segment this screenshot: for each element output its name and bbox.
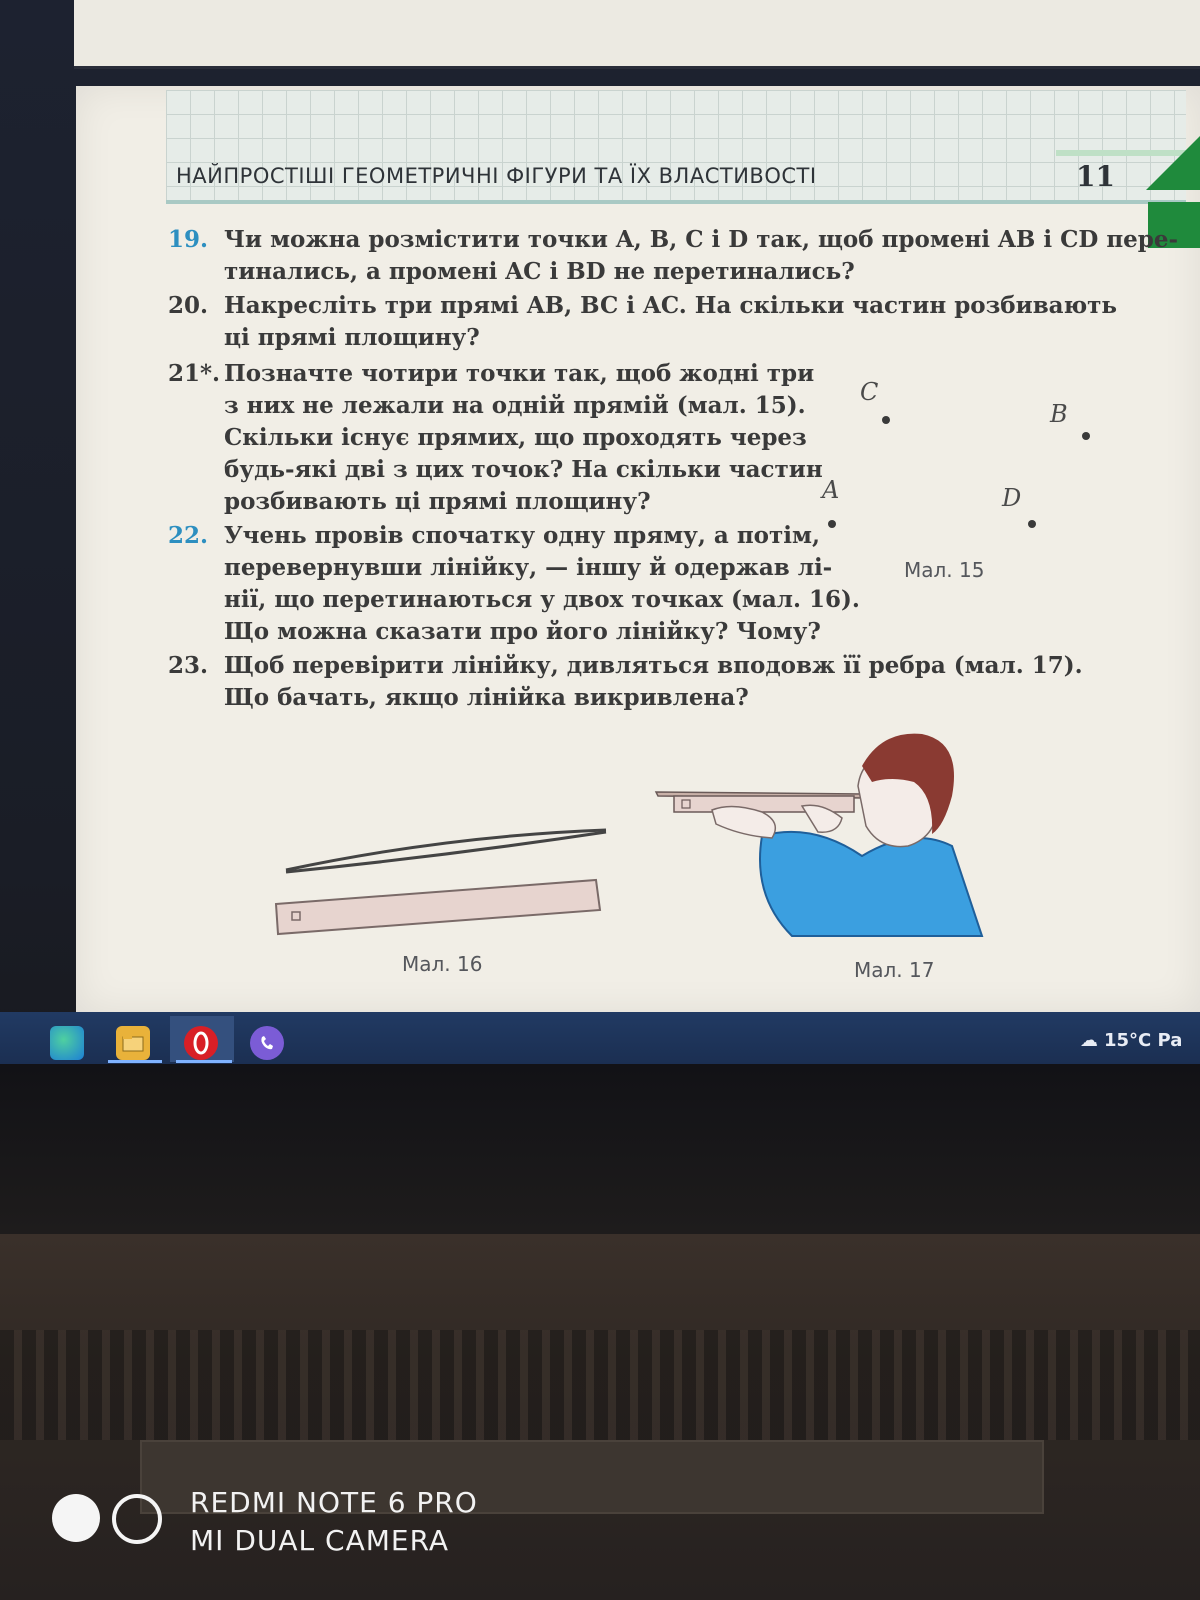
page-number: 11 — [1076, 160, 1115, 193]
figure-15-caption: Мал. 15 — [904, 558, 985, 582]
previous-page-strip — [74, 0, 1200, 69]
watermark-line-2: MI DUAL CAMERA — [190, 1524, 450, 1557]
laptop-keyboard — [0, 1330, 1200, 1440]
problem-21 — [168, 358, 823, 518]
problem-text-line: Чи можна розмістити точки A, B, C і D так, щоб промені AB і CD пере- — [224, 226, 1179, 253]
problem-text-line: ці прямі площину? — [224, 324, 480, 351]
point-label-a: A — [822, 476, 840, 504]
problem-text-line: Накресліть три прямі AB, BC і AC. На скільки частин розбивають — [224, 292, 1118, 319]
camera-watermark — [190, 1484, 478, 1560]
edge-icon[interactable] — [50, 1026, 84, 1060]
problem-text-line: Що бачать, якщо лінійка викривлена? — [224, 684, 749, 711]
problem-number: 22. — [168, 522, 209, 549]
watermark-line-1: REDMI NOTE 6 PRO — [190, 1486, 478, 1519]
point-a-dot — [828, 520, 836, 528]
opera-icon[interactable] — [184, 1026, 218, 1060]
point-b-dot — [1082, 432, 1090, 440]
file-explorer-underline — [108, 1060, 162, 1063]
problem-text-line: розбивають ці прямі площину? — [224, 488, 651, 515]
weather-cloud-icon: ☁ — [1080, 1030, 1098, 1051]
viber-icon[interactable] — [250, 1026, 284, 1060]
header-green-triangle — [1146, 130, 1200, 190]
point-label-d: D — [1002, 484, 1022, 512]
problem-number: 21*. — [168, 360, 221, 387]
point-label-b: B — [1050, 400, 1068, 428]
problem-23 — [168, 650, 1083, 714]
weather-widget[interactable] — [1080, 1030, 1182, 1051]
problem-19 — [168, 224, 1178, 288]
problem-text-line: тинались, а промені AC і BD не перетинались? — [224, 258, 855, 285]
problem-text-line: Скільки існує прямих, що проходять через — [224, 424, 807, 451]
problem-text-line: будь-які дві з цих точок? На скільки частин — [224, 456, 823, 483]
textbook-page — [76, 86, 1200, 1014]
weather-text: 15°C Pa — [1104, 1030, 1183, 1051]
problem-text-line: нії, що перетинаються у двох точках (мал. 16). — [224, 586, 860, 613]
figure-17-illustration — [652, 726, 1012, 946]
problem-text-line: з них не лежали на одній прямій (мал. 15). — [224, 392, 806, 419]
watermark-dot-outline — [112, 1494, 162, 1544]
file-explorer-icon[interactable] — [116, 1026, 150, 1060]
opera-underline — [176, 1060, 232, 1063]
problem-text-line: Позначте чотири точки так, щоб жодні три — [224, 360, 815, 387]
problem-number: 23. — [168, 652, 209, 679]
problem-number: 19. — [168, 226, 209, 253]
header-underline — [166, 200, 1186, 204]
problem-number: 20. — [168, 292, 209, 319]
problem-text-line: Щоб перевірити лінійку, дивляться вподовж її ребра (мал. 17). — [224, 652, 1083, 679]
figure-17-caption: Мал. 17 — [854, 958, 935, 982]
point-label-c: C — [860, 378, 879, 406]
point-d-dot — [1028, 520, 1036, 528]
problem-text-line: Що можна сказати про його лінійку? Чому? — [224, 618, 821, 645]
problem-text-line: Учень провів спочатку одну пряму, а потім, — [224, 522, 820, 549]
problem-text-line: перевернувши лінійку, — іншу й одержав лі- — [224, 554, 833, 581]
laptop-hinge — [0, 1064, 1200, 1234]
problem-20 — [168, 290, 1117, 354]
point-c-dot — [882, 416, 890, 424]
problem-22 — [168, 520, 860, 648]
figure-16-illustration — [266, 816, 626, 936]
watermark-dot-filled — [52, 1494, 100, 1542]
chapter-title: НАЙПРОСТІШІ ГЕОМЕТРИЧНІ ФІГУРИ ТА ЇХ ВЛАСТИВОСТІ — [176, 164, 817, 188]
figure-16-caption: Мал. 16 — [402, 952, 483, 976]
